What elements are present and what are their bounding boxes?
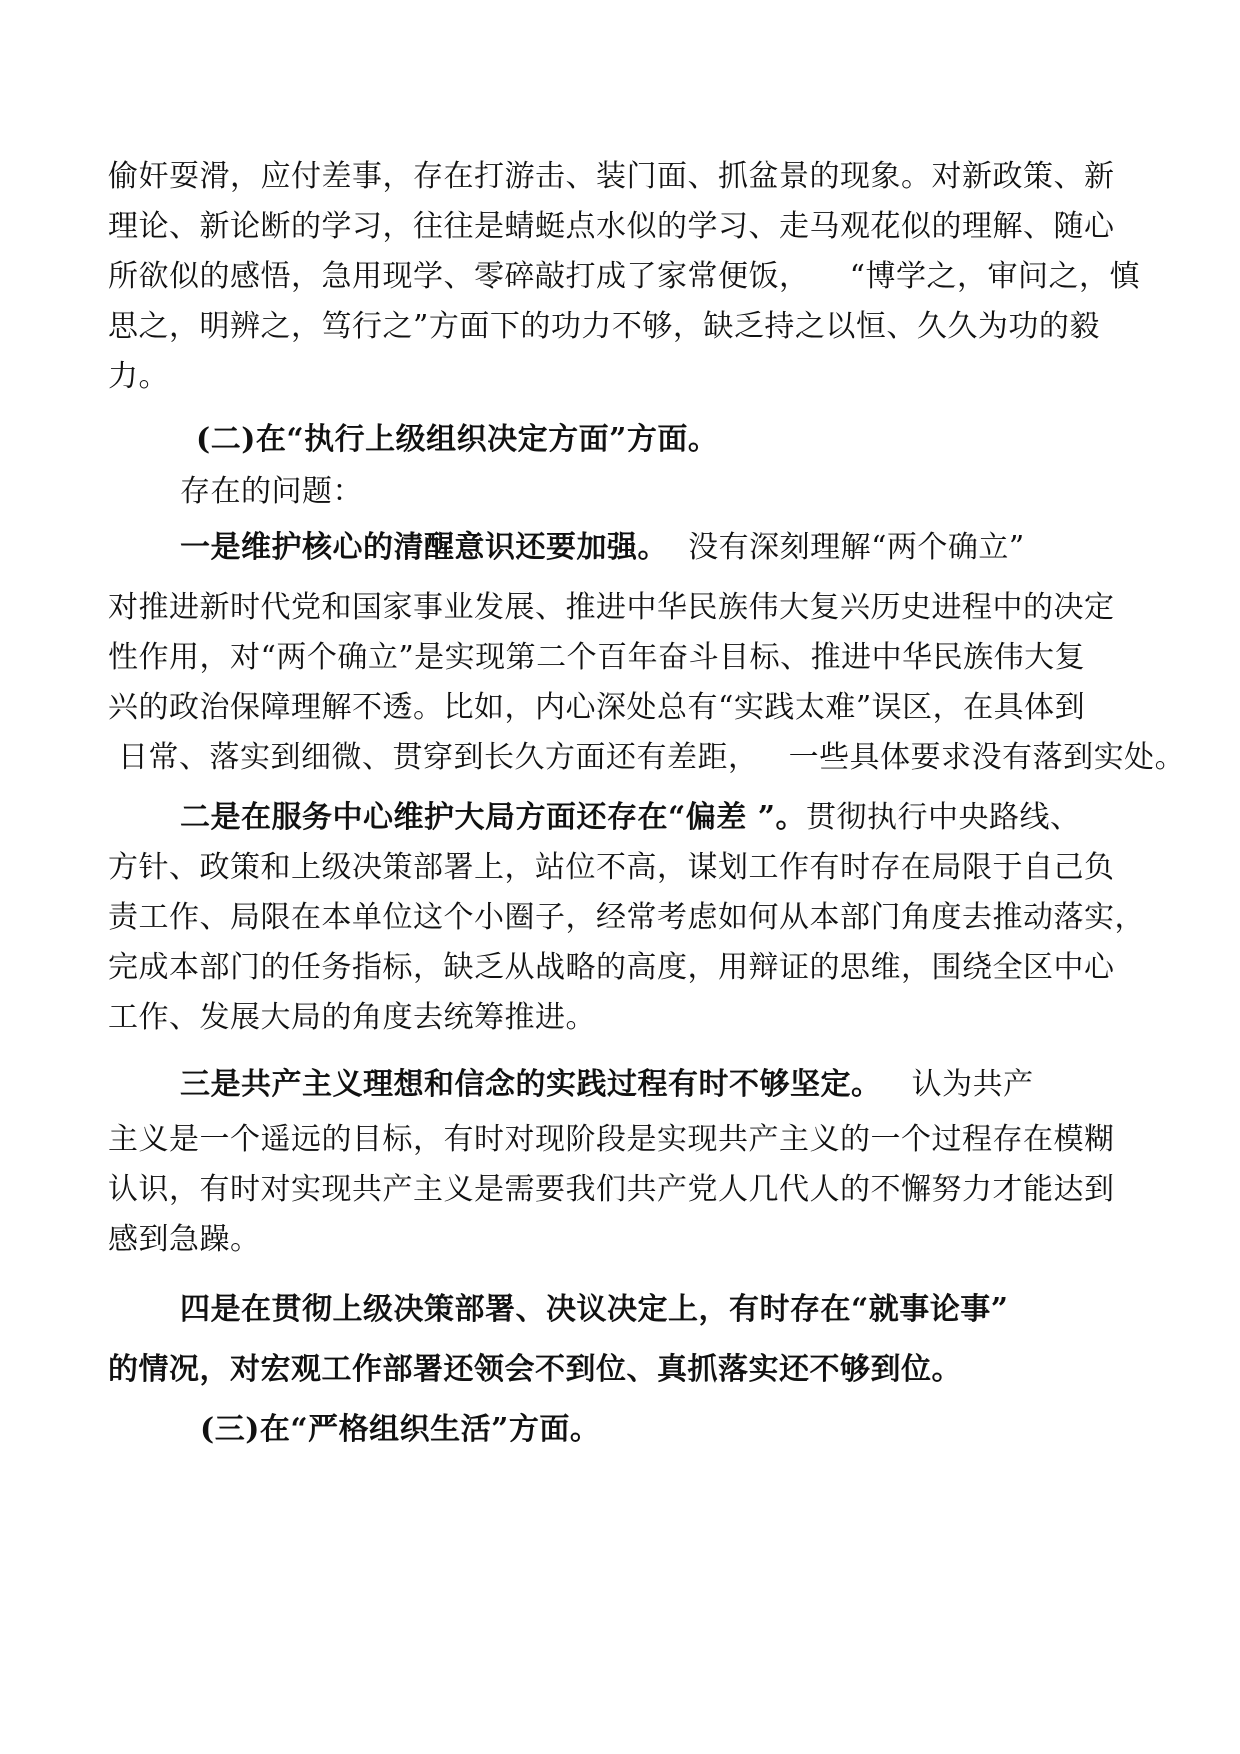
paragraph-line: 对推进新时代党和国家事业发展、推进中华民族伟大复兴历史进程中的决定 [108,590,1115,625]
paragraph-line: 理论、新论断的学习，往往是蜻蜓点水似的学习、走马观花似的理解、随心 [108,209,1115,244]
item-3-lead: 三是共产主义理想和信念的实践过程有时不够坚定。 [180,1067,882,1102]
item-2-first-line [180,798,1080,838]
paragraph-line: 主义是一个遥远的目标，有时对现阶段是实现共产主义的一个过程存在模糊 [108,1122,1115,1157]
paragraph-line: 思之，明辨之，笃行之”方面下的功力不够，缺乏持之以恒、久久为功的毅 [108,309,1100,344]
paragraph-line: 完成本部门的任务指标，缺乏从战略的高度，用辩证的思维，围绕全区中心 [108,950,1115,985]
section-heading-3: (三)在“严格组织生活”方面。 [200,1412,601,1447]
item-2-first-tail: 贯彻执行中央路线、 [805,800,1081,835]
item-3-first-tail: 认为共产 [881,1067,1034,1102]
paragraph-line: 偷奸耍滑，应付差事，存在打游击、装门面、抓盆景的现象。对新政策、新 [108,159,1115,194]
item-1-lead: 一是维护核心的清醒意识还要加强。 [180,530,668,565]
paragraph-line: 性作用，对“两个确立”是实现第二个百年奋斗目标、推进中华民族伟大复 [108,640,1086,675]
paragraph-line: 责工作、局限在本单位这个小圈子，经常考虑如何从本部门角度去推动落实， [108,900,1145,935]
problems-label: 存在的问题： [180,474,363,509]
section-heading-2: (二)在“执行上级组织决定方面”方面。 [196,422,719,457]
paragraph-line: 日常、落实到细微、贯穿到长久方面还有差距， 一些具体要求没有落到实处。 [108,740,1186,775]
paragraph-line: 方针、政策和上级决策部署上，站位不高，谋划工作有时存在局限于自己负 [108,850,1115,885]
paragraph-line: 所欲似的感悟，急用现学、零碎敲打成了家常便饭， “博学之，审问之，慎 [108,259,1140,294]
paragraph-line: 认识，有时对实现共产主义是需要我们共产党人几代人的不懈努力才能达到 [108,1172,1115,1207]
paragraph-line: 工作、发展大局的角度去统筹推进。 [108,1000,596,1035]
paragraph-line: 感到急躁。 [108,1222,261,1257]
paragraph-line: 力。 [108,359,169,394]
item-1-first-tail: 没有深刻理解“两个确立” [668,530,1025,565]
paragraph-line: 兴的政治保障理解不透。比如，内心深处总有“实践太难”误区，在具体到 [108,690,1086,725]
item-1-first-line [180,528,1025,568]
item-4-second-line: 的情况，对宏观工作部署还领会不到位、真抓落实还不够到位。 [108,1352,962,1387]
item-4-first-line: 四是在贯彻上级决策部署、决议决定上，有时存在“就事论事” [180,1292,1009,1327]
item-3-first-line [180,1065,1034,1105]
item-2-lead: 二是在服务中心维护大局方面还存在“偏差 ”。 [180,800,806,835]
